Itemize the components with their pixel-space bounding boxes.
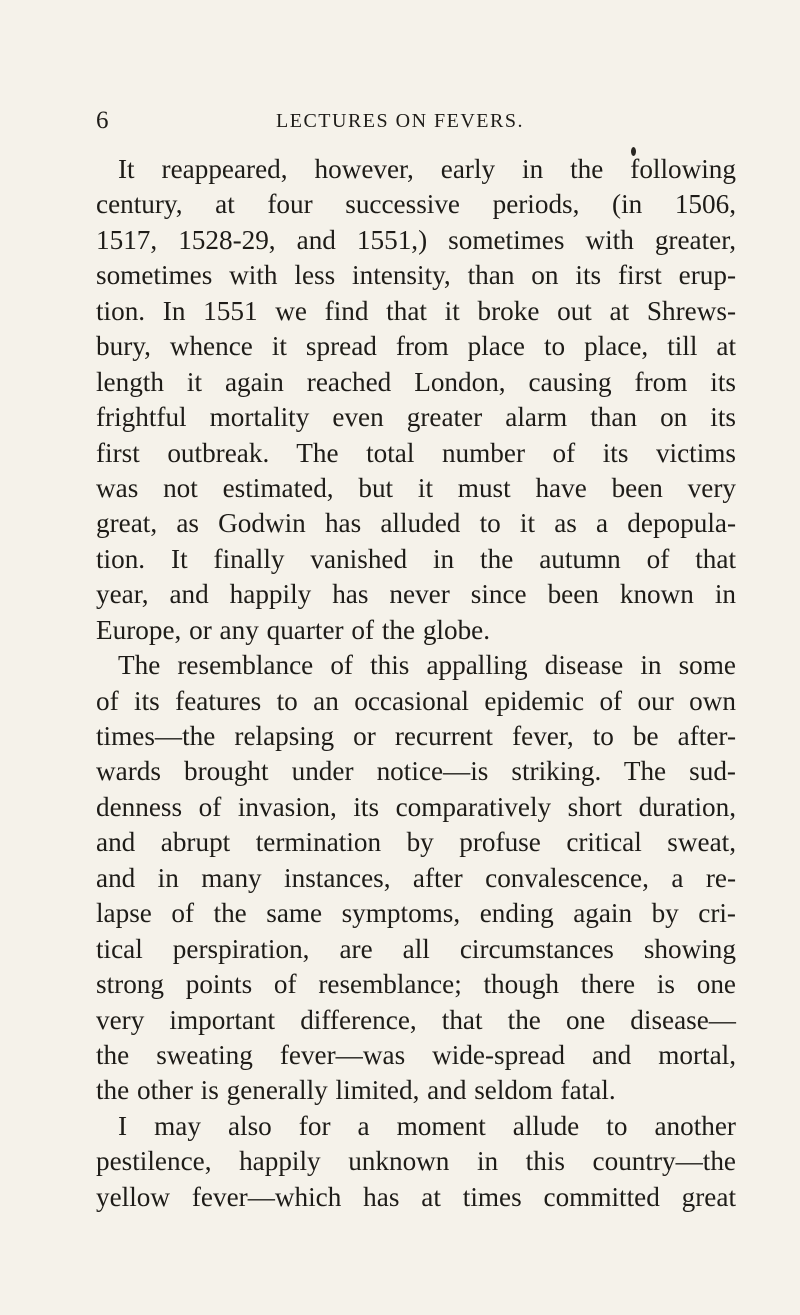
text-line: the other is generally limited, and seldom fatal. bbox=[96, 1075, 616, 1106]
text-line: wards brought under notice—is striking. The sud- bbox=[96, 756, 736, 787]
text-line: tion. It finally vanished in the autumn of that bbox=[96, 543, 736, 574]
text-line: was not estimated, but it must have been very bbox=[96, 472, 736, 503]
text-line: length it again reached London, causing from its bbox=[96, 366, 736, 397]
text-line: times—the relapsing or recurrent fever, to be after- bbox=[96, 721, 736, 751]
text-line: yellow fever—which has at times committed great bbox=[96, 1181, 736, 1212]
text-line: great, as Godwin has alluded to it as a depopula- bbox=[96, 508, 736, 539]
text-line: The resemblance of this appalling disease in some bbox=[118, 650, 736, 681]
page-number: 6 bbox=[96, 107, 110, 134]
text-line: pestilence, happily unknown in this country—the bbox=[96, 1146, 736, 1177]
text-line: and abrupt termination by profuse critical sweat, bbox=[96, 827, 736, 858]
text-line: and in many instances, after convalescence, a re- bbox=[96, 862, 736, 893]
text-line: 1517, 1528-29, and 1551,) sometimes with greater, bbox=[96, 224, 736, 255]
text-line: of its features to an occasional epidemic of our own bbox=[96, 685, 736, 716]
text-line: bury, whence it spread from place to place, till at bbox=[96, 331, 736, 362]
running-title: LECTURES ON FEVERS. bbox=[276, 110, 524, 132]
text-line: first outbreak. The total number of its victims bbox=[96, 437, 736, 468]
running-head bbox=[0, 107, 800, 141]
text-line: I may also for a moment allude to another bbox=[118, 1110, 736, 1141]
text-line: denness of invasion, its comparatively short duration, bbox=[96, 791, 736, 822]
text-line: century, at four successive periods, (in 1506, bbox=[96, 189, 736, 220]
text-line: very important difference, that the one disease— bbox=[96, 1004, 736, 1035]
text-line: Europe, or any quarter of the globe. bbox=[96, 614, 491, 645]
text-line: lapse of the same symptoms, ending again by cri- bbox=[96, 898, 736, 929]
text-line: sometimes with less intensity, than on its first erup- bbox=[96, 260, 736, 291]
text-line: the sweating fever—was wide-spread and mortal, bbox=[96, 1039, 736, 1070]
text-line: strong points of resemblance; though there is one bbox=[96, 969, 736, 1000]
text-line: tical perspiration, are all circumstances showing bbox=[96, 933, 736, 964]
body-text bbox=[96, 152, 736, 1215]
text-line: It reappeared, however, early in the following bbox=[118, 154, 736, 184]
text-line: frightful mortality even greater alarm than on its bbox=[96, 402, 736, 433]
text-line: tion. In 1551 we find that it broke out at Shrews- bbox=[96, 295, 736, 326]
text-line: year, and happily has never since been known in bbox=[96, 579, 736, 610]
